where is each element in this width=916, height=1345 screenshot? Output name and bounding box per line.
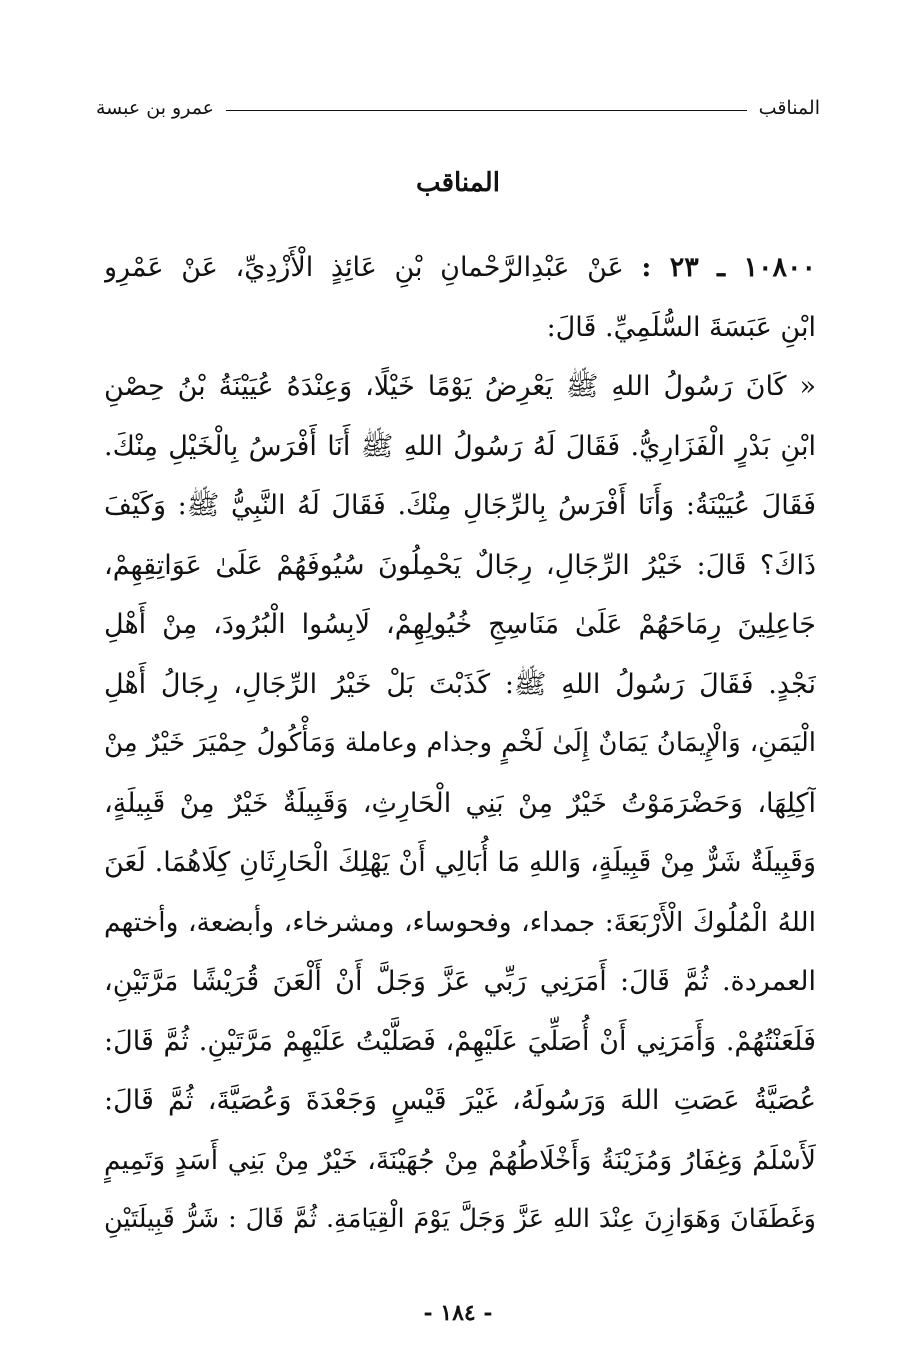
hadith-text bbox=[104, 238, 816, 1250]
section-title: المناقب bbox=[416, 168, 500, 198]
text-line-7: جَاعِلِينَ رِمَاحَهُمْ عَلَىٰ مَنَاسِجِ خُيُولِهِمْ، لَابِسُوا الْبُرُودَ، مِنْ أَهْلِ bbox=[104, 609, 816, 640]
text-line-2: ابْنِ عَبَسَةَ السُّلَمِيِّ. قَالَ: bbox=[546, 311, 816, 343]
text-line-4: ابْنِ بَدْرٍ الْفَزَارِيُّ. فَقَالَ لَهُ رَسُولُ اللهِ ﷺ أَنَا أَفْرَسُ بِالْخَيْلِ مِنْكَ. bbox=[104, 430, 816, 462]
text-line-1-content: عَنْ عَبْدِالرَّحْمانِ بْنِ عَائِذٍ الْأَزْدِيِّ، عَنْ عَمْرِو bbox=[104, 252, 624, 283]
text-line-11: وَقَبِيلَةٌ شَرٌّ مِنْ قَبِيلَةٍ، وَاللهِ مَا أُبَالِي أَنْ يَهْلِكَ الْحَارِثَانِ كِلَاهُمَا. لَعَنَ bbox=[104, 847, 816, 878]
running-header bbox=[96, 88, 820, 128]
header-rule bbox=[226, 110, 747, 111]
text-line-15: عُصَيَّةُ عَصَتِ اللهَ وَرَسُولَهُ، غَيْرَ قَيْسٍ وَجَعْدَةَ وَعُصَيَّةَ، ثُمَّ قَالَ: bbox=[104, 1085, 816, 1116]
header-chapter-title: المناقب bbox=[758, 97, 820, 119]
text-line-12: اللهُ الْمُلُوكَ الْأَرْبَعَةَ: جمداء، وفحوساء، ومشرخاء، وأبضعة، وأختهم bbox=[104, 906, 816, 938]
text-line-1 bbox=[104, 238, 816, 298]
hadith-number: ١٠٨٠٠ ـ ٢٣ : bbox=[641, 252, 816, 283]
text-line-6: ذَاكَ؟ قَالَ: خَيْرُ الرِّجَالِ، رِجَالٌ يَحْمِلُونَ سُيُوفَهُمْ عَلَىٰ عَوَاتِقِهِمْ، bbox=[104, 549, 816, 581]
text-line-13: العمردة. ثُمَّ قَالَ: أَمَرَنِي رَبِّي عَزَّ وَجَلَّ أَنْ أَلْعَنَ قُرَيْشًا مَرَّتَيْنِ، bbox=[104, 966, 816, 997]
text-line-10: آكِلِهَا، وَحَضْرَمَوْتُ خَيْرٌ مِنْ بَنِي الْحَارِثِ، وَقَبِيلَةٌ خَيْرٌ مِنْ قَبِيلَةٍ، bbox=[104, 787, 816, 819]
text-line-14: فَلَعَنْتُهُمْ. وَأَمَرَنِي أَنْ أُصَلِّيَ عَلَيْهِمْ، فَصَلَّيْتُ عَلَيْهِمْ مَرَّتَيْنِ. ثُمَّ قَالَ: bbox=[104, 1025, 816, 1057]
text-line-16: لَأَسْلَمُ وَغِفَارُ وَمُزَيْنَةُ وَأَخْلَاطُهُمْ مِنْ جُهَيْنَةَ، خَيْرٌ مِنْ بَنِي أَسَدٍ وَتَمِيمٍ bbox=[104, 1144, 816, 1176]
text-line-17: وَغَطَفَانَ وَهَوَازِنَ عِنْدَ اللهِ عَزَّ وَجَلَّ يَوْمَ الْقِيَامَةِ. ثُمَّ قَالَ : شَرُّ قَبِيلَتَيْنِ bbox=[104, 1204, 816, 1234]
text-line-8: نَجْدٍ. فَقَالَ رَسُولُ اللهِ ﷺ: كَذَبْتَ بَلْ خَيْرُ الرِّجَالِ، رِجَالُ أَهْلِ bbox=[104, 668, 816, 700]
text-line-9: الْيَمَنِ، وَالْإِيمَانُ يَمَانٌ إِلَىٰ لَخْمٍ وجذام وعاملة وَمَأْكُولُ حِمْيَرَ خَيْرٌ مِنْ bbox=[104, 728, 816, 758]
text-line-5: فَقَالَ عُيَيْنَةُ: وَأَنَا أَفْرَسُ بِالرِّجَالِ مِنْكَ. فَقَالَ لَهُ النَّبِيُّ ﷺ: وَكَيْفَ bbox=[104, 490, 816, 521]
text-line-3: « كَانَ رَسُولُ اللهِ ﷺ يَعْرِضُ يَوْمًا خَيْلًا، وَعِنْدَهُ عُيَيْنَةُ بْنُ حِصْنِ bbox=[104, 371, 816, 402]
page-number: - ١٨٤ - bbox=[423, 1300, 493, 1326]
header-narrator-name: عمرو بن عبسة bbox=[96, 97, 215, 119]
